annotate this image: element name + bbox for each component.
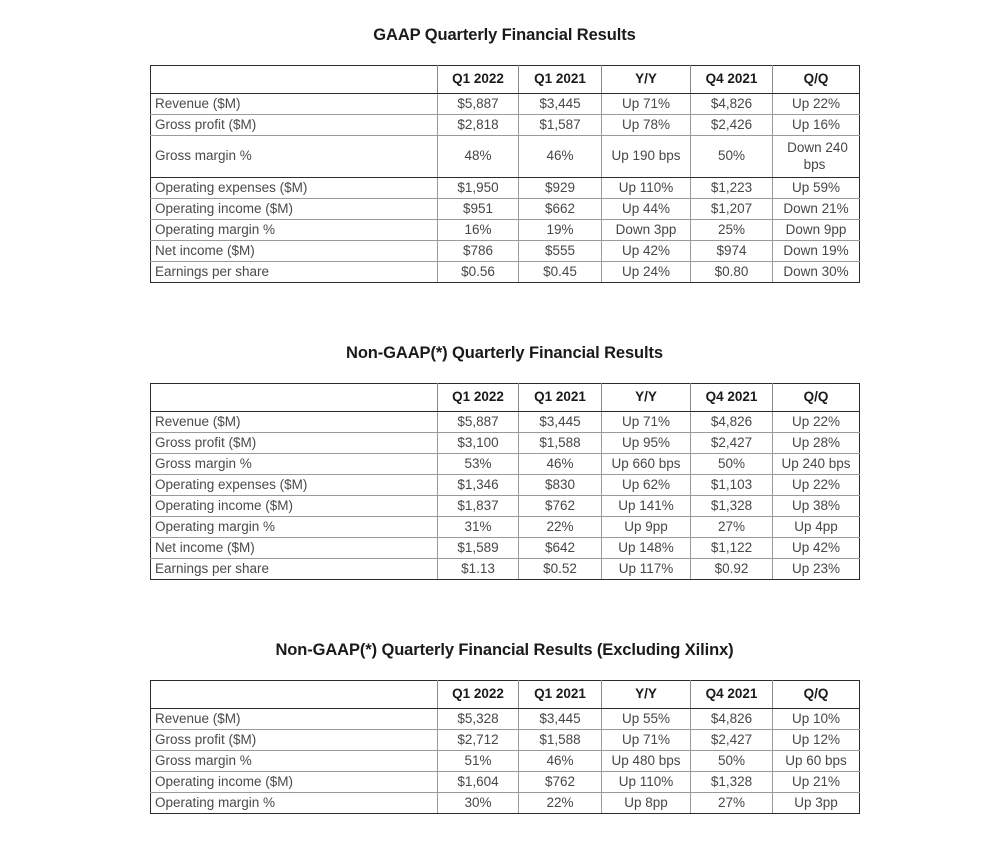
header-row (151, 66, 860, 94)
row-label: Operating income ($M) (151, 199, 438, 220)
cell-q-q: Up 22% (773, 94, 860, 115)
cell-y-y: Up 95% (602, 433, 691, 454)
cell-y-y: Up 480 bps (602, 751, 691, 772)
cell-q1-2022: 31% (438, 517, 519, 538)
cell-q1-2022: $1,604 (438, 772, 519, 793)
cell-q1-2022: $2,712 (438, 730, 519, 751)
column-header-q4-2021: Q4 2021 (691, 384, 773, 412)
cell-q4-2021: $2,426 (691, 115, 773, 136)
row-label: Gross margin % (151, 454, 438, 475)
cell-y-y: Up 9pp (602, 517, 691, 538)
cell-q-q: Up 42% (773, 538, 860, 559)
cell-q1-2021: $3,445 (519, 709, 602, 730)
cell-q-q: Down 21% (773, 199, 860, 220)
table-row (151, 751, 860, 772)
table-row (151, 517, 860, 538)
column-header-qq: Q/Q (773, 681, 860, 709)
row-label: Gross margin % (151, 136, 438, 178)
cell-q1-2021: $1,587 (519, 115, 602, 136)
row-label: Operating income ($M) (151, 772, 438, 793)
cell-q1-2021: $0.45 (519, 262, 602, 283)
row-label: Earnings per share (151, 559, 438, 580)
table-header (151, 384, 860, 412)
cell-q4-2021: $1,207 (691, 199, 773, 220)
cell-q1-2021: 22% (519, 793, 602, 814)
cell-q-q: Up 3pp (773, 793, 860, 814)
table-row (151, 772, 860, 793)
cell-y-y: Up 8pp (602, 793, 691, 814)
cell-q4-2021: 50% (691, 136, 773, 178)
column-header-q1-2021: Q1 2021 (519, 384, 602, 412)
cell-y-y: Up 24% (602, 262, 691, 283)
financial-table-non-gaap-excluding-xilinx (150, 680, 860, 814)
section-non-gaap (150, 344, 859, 580)
section-gaap (150, 26, 859, 283)
table-row (151, 454, 860, 475)
cell-q4-2021: $1,223 (691, 178, 773, 199)
cell-y-y: Up 110% (602, 772, 691, 793)
cell-q4-2021: $0.80 (691, 262, 773, 283)
table-row (151, 241, 860, 262)
cell-q4-2021: $0.92 (691, 559, 773, 580)
table-row (151, 538, 860, 559)
cell-q-q: Down 9pp (773, 220, 860, 241)
table-row (151, 433, 860, 454)
cell-q-q: Up 28% (773, 433, 860, 454)
cell-q1-2022: $5,887 (438, 412, 519, 433)
row-label: Revenue ($M) (151, 94, 438, 115)
cell-q4-2021: $1,328 (691, 772, 773, 793)
section-non-gaap-excluding-xilinx (150, 641, 859, 814)
row-label: Operating expenses ($M) (151, 475, 438, 496)
column-header-qq: Q/Q (773, 66, 860, 94)
cell-q-q: Up 16% (773, 115, 860, 136)
cell-y-y: Up 78% (602, 115, 691, 136)
row-label: Operating margin % (151, 220, 438, 241)
cell-q1-2022: $3,100 (438, 433, 519, 454)
section-title: Non-GAAP(*) Quarterly Financial Results (Excluding Xilinx) (275, 641, 734, 659)
cell-q1-2022: 53% (438, 454, 519, 475)
table-row (151, 178, 860, 199)
header-row (151, 384, 860, 412)
cell-q1-2022: $1,950 (438, 178, 519, 199)
cell-q-q: Up 22% (773, 475, 860, 496)
cell-y-y: Up 660 bps (602, 454, 691, 475)
cell-q-q: Up 4pp (773, 517, 860, 538)
cell-q1-2021: $662 (519, 199, 602, 220)
cell-q4-2021: $1,122 (691, 538, 773, 559)
cell-q-q: Up 38% (773, 496, 860, 517)
section-title: GAAP Quarterly Financial Results (373, 26, 636, 44)
table-row (151, 496, 860, 517)
row-label: Operating margin % (151, 793, 438, 814)
cell-q-q: Down 240 bps (773, 136, 860, 178)
table-row (151, 115, 860, 136)
cell-q4-2021: $974 (691, 241, 773, 262)
cell-q4-2021: 25% (691, 220, 773, 241)
cell-q4-2021: 27% (691, 793, 773, 814)
column-header-yy: Y/Y (602, 384, 691, 412)
column-header-q1-2022: Q1 2022 (438, 384, 519, 412)
table-row (151, 559, 860, 580)
cell-q4-2021: $1,103 (691, 475, 773, 496)
cell-q1-2021: $830 (519, 475, 602, 496)
cell-q1-2021: $762 (519, 772, 602, 793)
cell-q4-2021: 50% (691, 454, 773, 475)
row-label: Gross profit ($M) (151, 115, 438, 136)
cell-y-y: Down 3pp (602, 220, 691, 241)
table-body (151, 94, 860, 283)
table-row (151, 709, 860, 730)
cell-q4-2021: $4,826 (691, 709, 773, 730)
cell-q4-2021: $4,826 (691, 412, 773, 433)
cell-q-q: Up 12% (773, 730, 860, 751)
cell-q1-2022: $1,837 (438, 496, 519, 517)
cell-q1-2021: $642 (519, 538, 602, 559)
cell-q1-2021: $0.52 (519, 559, 602, 580)
cell-q1-2022: $1,589 (438, 538, 519, 559)
cell-y-y: Up 71% (602, 730, 691, 751)
column-header-label (151, 681, 438, 709)
financial-table-gaap (150, 65, 860, 283)
row-label: Net income ($M) (151, 538, 438, 559)
column-header-yy: Y/Y (602, 66, 691, 94)
cell-y-y: Up 110% (602, 178, 691, 199)
row-label: Operating income ($M) (151, 496, 438, 517)
table-row (151, 94, 860, 115)
table-body (151, 412, 860, 580)
column-header-q4-2021: Q4 2021 (691, 681, 773, 709)
row-label: Operating margin % (151, 517, 438, 538)
cell-q1-2021: $762 (519, 496, 602, 517)
column-header-q1-2021: Q1 2021 (519, 681, 602, 709)
cell-q-q: Up 23% (773, 559, 860, 580)
column-header-q1-2022: Q1 2022 (438, 66, 519, 94)
column-header-q1-2021: Q1 2021 (519, 66, 602, 94)
cell-q1-2021: $1,588 (519, 433, 602, 454)
table-row (151, 793, 860, 814)
row-label: Gross profit ($M) (151, 433, 438, 454)
cell-y-y: Up 117% (602, 559, 691, 580)
cell-y-y: Up 148% (602, 538, 691, 559)
cell-q1-2022: $2,818 (438, 115, 519, 136)
cell-q1-2022: $0.56 (438, 262, 519, 283)
column-header-yy: Y/Y (602, 681, 691, 709)
row-label: Gross profit ($M) (151, 730, 438, 751)
cell-q4-2021: $4,826 (691, 94, 773, 115)
cell-q1-2022: $5,887 (438, 94, 519, 115)
column-header-label (151, 384, 438, 412)
section-title: Non-GAAP(*) Quarterly Financial Results (346, 344, 663, 362)
cell-q1-2022: 16% (438, 220, 519, 241)
cell-q4-2021: $2,427 (691, 433, 773, 454)
cell-q1-2022: $1.13 (438, 559, 519, 580)
cell-q4-2021: $2,427 (691, 730, 773, 751)
table-row (151, 262, 860, 283)
cell-y-y: Up 62% (602, 475, 691, 496)
cell-q1-2021: $555 (519, 241, 602, 262)
column-header-q4-2021: Q4 2021 (691, 66, 773, 94)
cell-q1-2022: 48% (438, 136, 519, 178)
row-label: Revenue ($M) (151, 412, 438, 433)
table-row (151, 220, 860, 241)
cell-q-q: Up 240 bps (773, 454, 860, 475)
table-header (151, 681, 860, 709)
cell-q-q: Up 59% (773, 178, 860, 199)
cell-q-q: Down 30% (773, 262, 860, 283)
cell-y-y: Up 44% (602, 199, 691, 220)
column-header-q1-2022: Q1 2022 (438, 681, 519, 709)
cell-q1-2022: $786 (438, 241, 519, 262)
cell-q1-2021: $1,588 (519, 730, 602, 751)
cell-q1-2022: 30% (438, 793, 519, 814)
cell-y-y: Up 141% (602, 496, 691, 517)
cell-q1-2021: $3,445 (519, 94, 602, 115)
row-label: Revenue ($M) (151, 709, 438, 730)
cell-q4-2021: 27% (691, 517, 773, 538)
cell-y-y: Up 71% (602, 412, 691, 433)
cell-q1-2021: 22% (519, 517, 602, 538)
cell-q4-2021: 50% (691, 751, 773, 772)
cell-q-q: Down 19% (773, 241, 860, 262)
cell-q4-2021: $1,328 (691, 496, 773, 517)
cell-q-q: Up 10% (773, 709, 860, 730)
cell-q1-2022: 51% (438, 751, 519, 772)
cell-y-y: Up 42% (602, 241, 691, 262)
table-header (151, 66, 860, 94)
row-label: Net income ($M) (151, 241, 438, 262)
cell-q1-2021: $3,445 (519, 412, 602, 433)
table-row (151, 730, 860, 751)
cell-q1-2021: $929 (519, 178, 602, 199)
cell-q1-2021: 46% (519, 751, 602, 772)
cell-q1-2021: 19% (519, 220, 602, 241)
table-row (151, 475, 860, 496)
row-label: Earnings per share (151, 262, 438, 283)
table-row (151, 412, 860, 433)
cell-q-q: Up 21% (773, 772, 860, 793)
cell-y-y: Up 190 bps (602, 136, 691, 178)
cell-q-q: Up 22% (773, 412, 860, 433)
table-row (151, 199, 860, 220)
table-body (151, 709, 860, 814)
financial-table-non-gaap (150, 383, 860, 580)
column-header-qq: Q/Q (773, 384, 860, 412)
header-row (151, 681, 860, 709)
cell-q-q: Up 60 bps (773, 751, 860, 772)
cell-q1-2022: $5,328 (438, 709, 519, 730)
cell-q1-2022: $1,346 (438, 475, 519, 496)
cell-q1-2022: $951 (438, 199, 519, 220)
cell-y-y: Up 71% (602, 94, 691, 115)
row-label: Operating expenses ($M) (151, 178, 438, 199)
row-label: Gross margin % (151, 751, 438, 772)
column-header-label (151, 66, 438, 94)
table-row (151, 136, 860, 178)
cell-q1-2021: 46% (519, 136, 602, 178)
cell-y-y: Up 55% (602, 709, 691, 730)
cell-q1-2021: 46% (519, 454, 602, 475)
